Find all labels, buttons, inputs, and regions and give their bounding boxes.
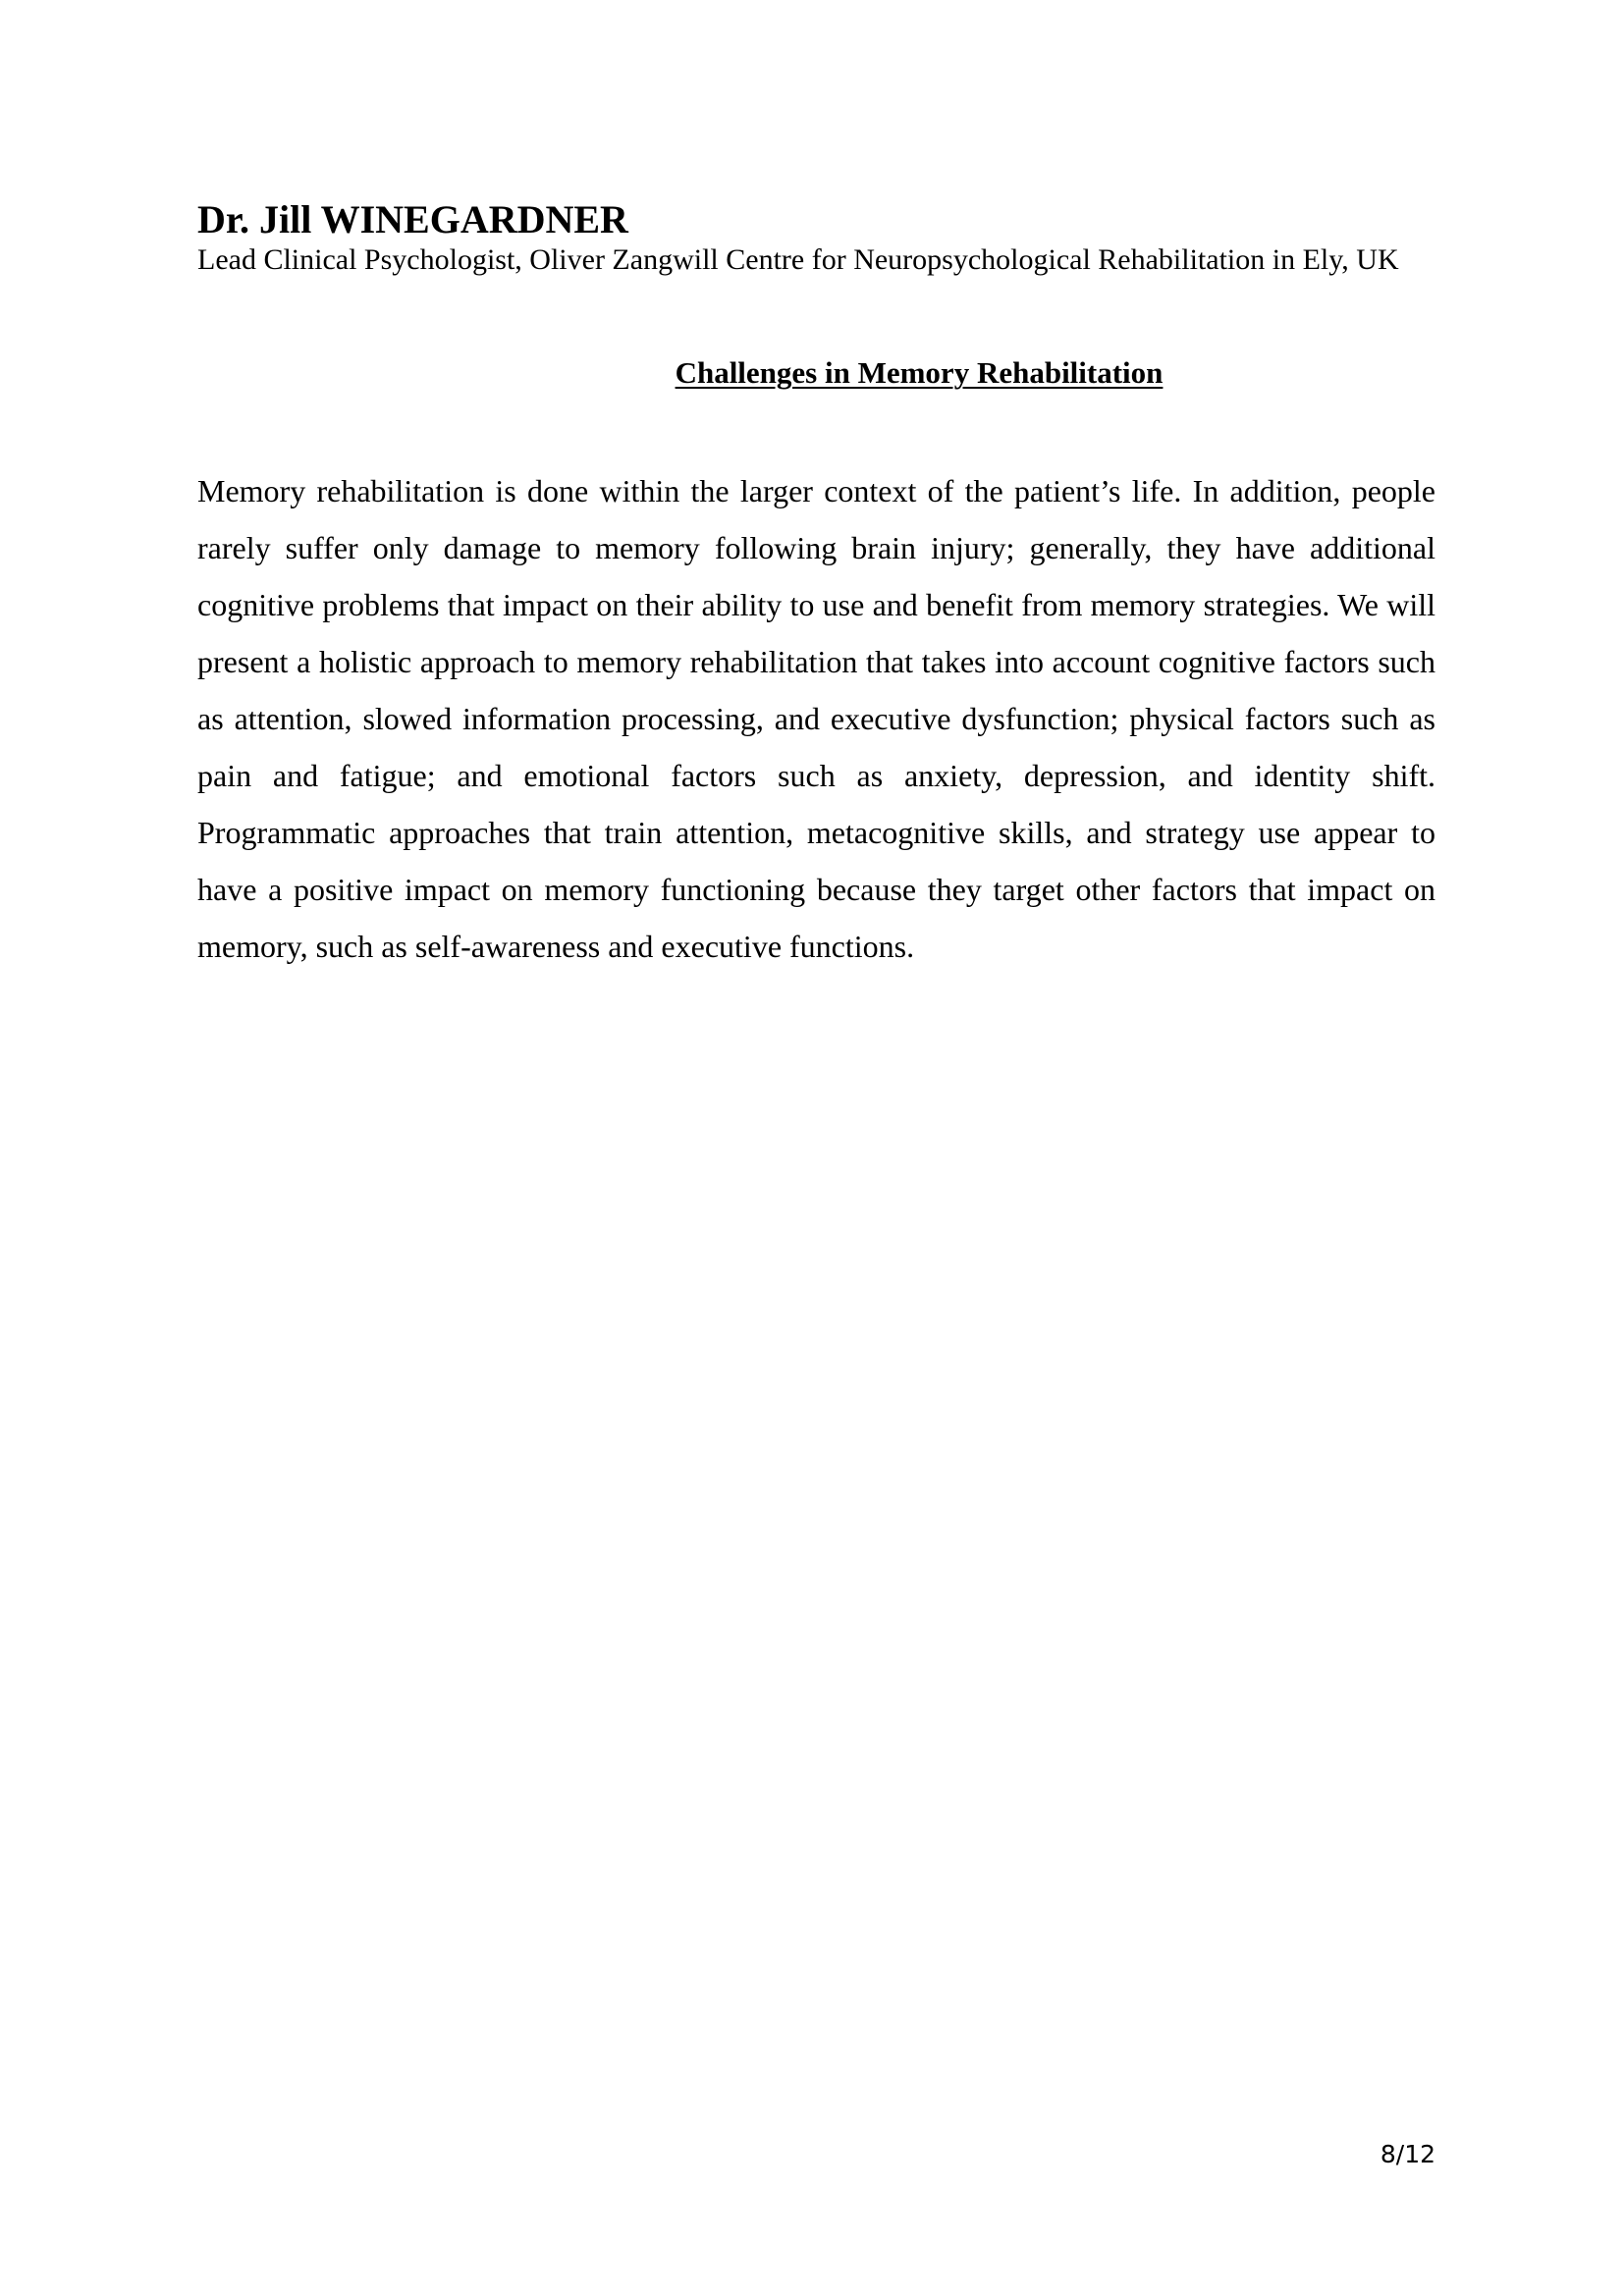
talk-title xyxy=(197,353,1435,393)
speaker-name: Dr. Jill WINEGARDNER xyxy=(197,197,628,241)
abstract-paragraph: Memory rehabilitation is done within the larger context of the patient’s life. In addition, people rarely suffer only damage to memory following brain injury; generally, they have additional cognitive problems that impact on their ability to use and benefit from memory strategies. We will present a holistic approach to memory rehabilitation that takes into account cognitive factors such as attention, slowed information processing, and executive dysfunction; physical factors such as pain and fatigue; and emotional factors such as anxiety, depression, and identity shift. Programmatic approaches that train attention, metacognitive skills, and strategy use appear to have a positive impact on memory functioning because they target other factors that impact on memory, such as self-awareness and executive functions. xyxy=(197,473,1435,964)
page-number: 8/12 xyxy=(1380,2140,1435,2168)
talk-title-text: Challenges in Memory Rehabilitation xyxy=(675,355,1164,390)
speaker-affiliation: Lead Clinical Psychologist, Oliver Zangwill Centre for Neuropsychological Rehabilitation in Ely, UK xyxy=(197,243,1399,276)
